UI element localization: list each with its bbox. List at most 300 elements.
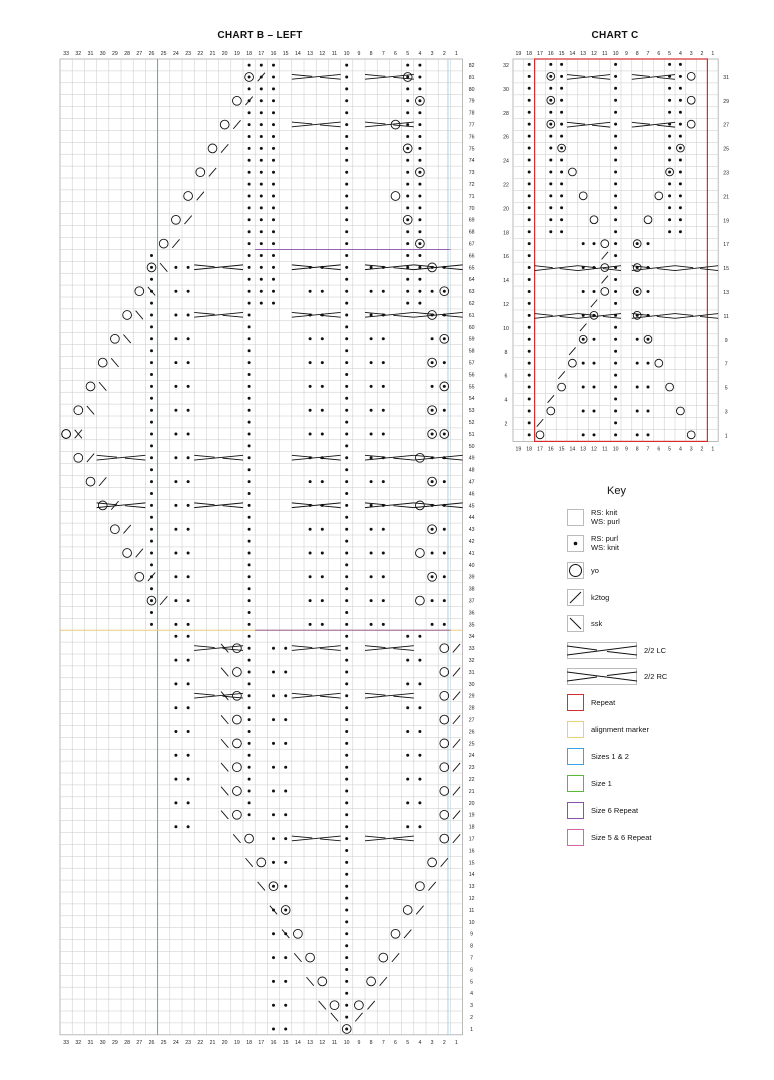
purl-dot bbox=[528, 338, 531, 341]
purl-dot bbox=[614, 123, 617, 126]
cable-right-icon bbox=[567, 668, 637, 685]
purl-dot bbox=[309, 528, 312, 531]
purl-dot bbox=[150, 456, 153, 459]
purl-dot bbox=[418, 99, 421, 102]
purl-dot bbox=[345, 790, 348, 793]
purl-dot bbox=[382, 433, 385, 436]
purl-dot bbox=[679, 87, 682, 90]
purl-dot bbox=[272, 147, 275, 150]
row-label: 50 bbox=[468, 443, 475, 450]
purl-dot bbox=[549, 230, 552, 233]
purl-dot bbox=[614, 170, 617, 173]
key-item bbox=[567, 721, 649, 738]
row-label: 17 bbox=[468, 836, 475, 843]
row-label: 31 bbox=[468, 669, 475, 676]
col-label-bottom: 18 bbox=[246, 1039, 252, 1046]
purl-dot bbox=[549, 75, 552, 78]
row-label-left: 14 bbox=[503, 278, 509, 285]
purl-dot bbox=[248, 76, 251, 79]
purl-dot bbox=[345, 195, 348, 198]
purl-dot bbox=[582, 242, 585, 245]
purl-dot bbox=[593, 362, 596, 365]
purl-dot bbox=[248, 706, 251, 709]
purl-dot bbox=[549, 206, 552, 209]
purl-dot bbox=[614, 362, 617, 365]
row-label-right: 5 bbox=[724, 385, 728, 392]
key-item-label: k2tog bbox=[591, 592, 610, 602]
purl-dot bbox=[418, 254, 421, 257]
key-item bbox=[567, 642, 666, 659]
purl-dot bbox=[260, 206, 263, 209]
purl-dot bbox=[345, 135, 348, 138]
purl-dot bbox=[528, 99, 531, 102]
purl-dot bbox=[174, 623, 177, 626]
purl-dot bbox=[248, 468, 251, 471]
purl-dot bbox=[174, 801, 177, 804]
row-label-left: 30 bbox=[503, 86, 509, 93]
col-label-top: 13 bbox=[580, 51, 587, 57]
purl-dot bbox=[636, 338, 639, 341]
purl-dot bbox=[345, 76, 348, 79]
purl-dot bbox=[668, 135, 671, 138]
purl-dot bbox=[248, 325, 251, 328]
purl-dot bbox=[345, 242, 348, 245]
row-label: 78 bbox=[468, 110, 475, 117]
purl-dot bbox=[187, 599, 190, 602]
purl-dot bbox=[248, 754, 251, 757]
purl-dot bbox=[370, 528, 373, 531]
purl-dot bbox=[431, 599, 434, 602]
purl-dot bbox=[370, 409, 373, 412]
purl-dot bbox=[418, 730, 421, 733]
purl-dot bbox=[321, 599, 324, 602]
row-label: 18 bbox=[468, 824, 475, 831]
key-item-label: 2/2 LC bbox=[644, 645, 667, 655]
purl-dot bbox=[260, 266, 263, 269]
row-label: 35 bbox=[468, 622, 475, 629]
row-label: 47 bbox=[468, 479, 475, 486]
purl-dot bbox=[187, 635, 190, 638]
col-label-bottom: 14 bbox=[295, 1039, 301, 1046]
purl-dot bbox=[272, 206, 275, 209]
purl-dot bbox=[248, 135, 251, 138]
row-label-right: 1 bbox=[724, 433, 728, 440]
purl-dot bbox=[582, 338, 585, 341]
col-label-top: 12 bbox=[319, 51, 326, 57]
row-label: 46 bbox=[468, 491, 475, 498]
col-label-top: 24 bbox=[173, 51, 179, 57]
purl-dot bbox=[345, 206, 348, 209]
row-label-left: 4 bbox=[504, 397, 508, 404]
purl-dot bbox=[406, 76, 409, 79]
col-label-bottom: 2 bbox=[442, 1039, 446, 1046]
purl-dot bbox=[549, 63, 552, 66]
row-label: 2 bbox=[470, 1014, 474, 1021]
col-label-top: 11 bbox=[331, 51, 338, 57]
purl-dot bbox=[272, 837, 275, 840]
purl-dot bbox=[431, 575, 434, 578]
purl-dot bbox=[150, 480, 153, 483]
col-label-bottom: 12 bbox=[591, 446, 597, 453]
purl-dot bbox=[174, 314, 177, 317]
row-label: 56 bbox=[468, 372, 475, 379]
purl-dot bbox=[679, 123, 682, 126]
purl-dot bbox=[345, 540, 348, 543]
purl-dot bbox=[248, 456, 251, 459]
col-label-top: 4 bbox=[678, 51, 682, 57]
purl-dot bbox=[418, 706, 421, 709]
purl-dot bbox=[345, 444, 348, 447]
purl-dot bbox=[345, 349, 348, 352]
row-label: 14 bbox=[468, 872, 475, 879]
purl-dot bbox=[647, 242, 650, 245]
key-item-label: Sizes 1 & 2 bbox=[591, 751, 629, 761]
chart-c-title: CHART C bbox=[591, 30, 639, 41]
purl-dot bbox=[272, 111, 275, 114]
col-label-bottom: 24 bbox=[173, 1039, 179, 1046]
col-label-bottom: 32 bbox=[75, 1039, 82, 1046]
purl-dot bbox=[260, 135, 263, 138]
purl-dot bbox=[272, 694, 275, 697]
purl-dot bbox=[370, 361, 373, 364]
row-label: 82 bbox=[468, 62, 475, 69]
purl-dot bbox=[560, 230, 563, 233]
purl-dot bbox=[528, 374, 531, 377]
purl-dot bbox=[528, 409, 531, 412]
purl-dot bbox=[272, 99, 275, 102]
purl-dot bbox=[345, 932, 348, 935]
col-label-bottom: 13 bbox=[307, 1039, 313, 1046]
row-label-right: 31 bbox=[723, 74, 730, 81]
purl-dot bbox=[187, 730, 190, 733]
row-label: 32 bbox=[468, 657, 475, 664]
purl-dot bbox=[406, 801, 409, 804]
purl-dot bbox=[248, 552, 251, 555]
purl-dot bbox=[679, 111, 682, 114]
col-label-top: 13 bbox=[307, 51, 313, 57]
purl-dot bbox=[345, 754, 348, 757]
purl-dot bbox=[593, 386, 596, 389]
row-label-right: 11 bbox=[723, 313, 729, 320]
purl-dot bbox=[345, 218, 348, 221]
purl-dot bbox=[272, 742, 275, 745]
purl-dot bbox=[284, 671, 287, 674]
purl-dot bbox=[345, 397, 348, 400]
purl-dot bbox=[248, 516, 251, 519]
purl-dot bbox=[549, 123, 552, 126]
purl-dot bbox=[549, 182, 552, 185]
purl-dot bbox=[614, 218, 617, 221]
col-label-top: 9 bbox=[624, 51, 628, 57]
purl-dot bbox=[321, 409, 324, 412]
purl-dot bbox=[528, 254, 531, 257]
purl-dot bbox=[614, 409, 617, 412]
purl-dot bbox=[248, 671, 251, 674]
row-label: 9 bbox=[470, 931, 474, 938]
row-label-right: 3 bbox=[724, 409, 728, 416]
purl-dot bbox=[248, 159, 251, 162]
purl-dot bbox=[260, 64, 263, 67]
purl-dot bbox=[248, 647, 251, 650]
purl-dot bbox=[668, 159, 671, 162]
row-label: 10 bbox=[468, 919, 475, 926]
row-label: 1 bbox=[470, 1026, 474, 1033]
purl-dot bbox=[614, 242, 617, 245]
row-label-right: 9 bbox=[724, 337, 728, 344]
purl-dot bbox=[150, 587, 153, 590]
purl-dot bbox=[560, 123, 563, 126]
purl-dot bbox=[345, 64, 348, 67]
col-label-top: 33 bbox=[63, 51, 69, 57]
purl-dot bbox=[272, 718, 275, 721]
col-label-top: 16 bbox=[270, 51, 277, 57]
purl-dot bbox=[284, 956, 287, 959]
purl-dot bbox=[528, 87, 531, 90]
col-label-top: 17 bbox=[537, 51, 543, 57]
purl-dot bbox=[668, 147, 671, 150]
purl-dot bbox=[345, 516, 348, 519]
purl-dot bbox=[272, 195, 275, 198]
cable-left-icon bbox=[567, 642, 637, 659]
row-label: 19 bbox=[468, 812, 475, 819]
purl-dot bbox=[431, 480, 434, 483]
purl-dot bbox=[187, 659, 190, 662]
purl-dot bbox=[174, 635, 177, 638]
purl-dot bbox=[150, 349, 153, 352]
purl-dot bbox=[321, 361, 324, 364]
row-label-right: 7 bbox=[724, 361, 728, 368]
purl-dot bbox=[418, 278, 421, 281]
purl-dot bbox=[260, 99, 263, 102]
purl-dot bbox=[345, 492, 348, 495]
purl-dot bbox=[321, 552, 324, 555]
col-label-bottom: 15 bbox=[282, 1039, 289, 1046]
row-label: 49 bbox=[468, 455, 475, 462]
row-label-left: 26 bbox=[503, 134, 509, 141]
purl-dot bbox=[406, 242, 409, 245]
purl-dot bbox=[679, 182, 682, 185]
purl-dot bbox=[272, 932, 275, 935]
col-label-bottom: 4 bbox=[418, 1039, 422, 1046]
purl-dot bbox=[418, 218, 421, 221]
purl-dot bbox=[528, 111, 531, 114]
chart-c-cells bbox=[503, 51, 729, 452]
purl-dot bbox=[260, 218, 263, 221]
purl-dot bbox=[248, 337, 251, 340]
purl-dot bbox=[443, 409, 446, 412]
purl-dot bbox=[248, 385, 251, 388]
purl-dot bbox=[174, 385, 177, 388]
purl-dot bbox=[406, 135, 409, 138]
purl-dot bbox=[150, 433, 153, 436]
purl-dot bbox=[345, 647, 348, 650]
purl-dot bbox=[549, 87, 552, 90]
purl-dot bbox=[418, 64, 421, 67]
purl-dot bbox=[248, 242, 251, 245]
col-label-top: 2 bbox=[442, 51, 446, 57]
purl-dot bbox=[679, 218, 682, 221]
col-label-bottom: 6 bbox=[657, 446, 661, 453]
col-label-top: 8 bbox=[635, 51, 639, 57]
purl-dot bbox=[309, 552, 312, 555]
purl-dot bbox=[549, 135, 552, 138]
row-label: 43 bbox=[468, 527, 475, 534]
purl-dot bbox=[528, 433, 531, 436]
purl-dot bbox=[528, 278, 531, 281]
row-label-right: 13 bbox=[723, 290, 730, 297]
purl-dot bbox=[431, 290, 434, 293]
purl-dot bbox=[443, 599, 446, 602]
purl-dot bbox=[284, 909, 287, 912]
row-label: 67 bbox=[468, 241, 475, 248]
purl-dot bbox=[370, 456, 373, 459]
purl-dot bbox=[150, 361, 153, 364]
row-label: 60 bbox=[468, 324, 475, 331]
purl-dot bbox=[560, 218, 563, 221]
row-label-left: 18 bbox=[503, 230, 509, 237]
purl-dot bbox=[284, 837, 287, 840]
purl-dot bbox=[345, 302, 348, 305]
col-label-bottom: 1 bbox=[455, 1039, 458, 1046]
purl-dot bbox=[150, 599, 153, 602]
purl-dot bbox=[248, 575, 251, 578]
purl-dot bbox=[150, 421, 153, 424]
purl-dot bbox=[150, 409, 153, 412]
purl-dot bbox=[370, 504, 373, 507]
purl-dot bbox=[345, 480, 348, 483]
purl-dot bbox=[636, 409, 639, 412]
col-label-bottom: 26 bbox=[148, 1039, 155, 1046]
row-label: 76 bbox=[468, 134, 475, 141]
purl-dot bbox=[272, 242, 275, 245]
purl-dot bbox=[370, 433, 373, 436]
row-label-left: 32 bbox=[503, 62, 509, 69]
purl-dot bbox=[345, 730, 348, 733]
purl-dot bbox=[309, 409, 312, 412]
row-label: 44 bbox=[468, 515, 475, 522]
purl-dot bbox=[345, 706, 348, 709]
purl-dot bbox=[174, 659, 177, 662]
purl-dot bbox=[345, 801, 348, 804]
purl-dot bbox=[406, 254, 409, 257]
key-item bbox=[567, 748, 629, 765]
col-label-bottom: 6 bbox=[394, 1039, 397, 1046]
purl-dot bbox=[418, 682, 421, 685]
purl-dot bbox=[150, 492, 153, 495]
purl-dot bbox=[418, 635, 421, 638]
purl-dot bbox=[418, 754, 421, 757]
purl-dot bbox=[431, 623, 434, 626]
purl-dot bbox=[272, 135, 275, 138]
row-label: 21 bbox=[468, 788, 475, 795]
purl-dot bbox=[174, 361, 177, 364]
purl-dot bbox=[370, 337, 373, 340]
col-label-top: 19 bbox=[234, 51, 240, 57]
purl-dot bbox=[150, 516, 153, 519]
purl-dot bbox=[370, 290, 373, 293]
purl-dot bbox=[528, 302, 531, 305]
row-label: 28 bbox=[468, 705, 475, 712]
col-label-top: 14 bbox=[295, 51, 301, 57]
purl-dot bbox=[248, 444, 251, 447]
purl-dot bbox=[345, 897, 348, 900]
purl-dot bbox=[431, 433, 434, 436]
purl-dot bbox=[345, 456, 348, 459]
purl-dot bbox=[248, 230, 251, 233]
purl-dot bbox=[272, 230, 275, 233]
col-label-bottom: 31 bbox=[87, 1039, 94, 1046]
purl-dot bbox=[345, 373, 348, 376]
purl-dot bbox=[614, 302, 617, 305]
purl-dot bbox=[418, 290, 421, 293]
purl-dot bbox=[549, 99, 552, 102]
purl-dot bbox=[345, 992, 348, 995]
col-label-bottom: 13 bbox=[580, 446, 587, 453]
col-label-bottom: 15 bbox=[558, 446, 565, 453]
purl-dot bbox=[345, 920, 348, 923]
purl-dot bbox=[614, 326, 617, 329]
row-label: 24 bbox=[468, 753, 475, 760]
purl-dot bbox=[406, 659, 409, 662]
purl-dot bbox=[248, 682, 251, 685]
row-label: 48 bbox=[468, 467, 475, 474]
purl-dot bbox=[248, 314, 251, 317]
purl-dot bbox=[560, 182, 563, 185]
purl-dot bbox=[614, 278, 617, 281]
purl-dot bbox=[272, 766, 275, 769]
purl-dot bbox=[406, 183, 409, 186]
purl-dot bbox=[345, 325, 348, 328]
col-label-bottom: 11 bbox=[602, 446, 608, 453]
purl-dot bbox=[284, 980, 287, 983]
purl-dot bbox=[248, 778, 251, 781]
purl-dot bbox=[248, 421, 251, 424]
chart-b-cells bbox=[60, 51, 475, 1046]
purl-dot bbox=[150, 563, 153, 566]
purl-dot bbox=[406, 123, 409, 126]
col-label-bottom: 3 bbox=[689, 446, 693, 453]
purl-dot bbox=[418, 242, 421, 245]
purl-dot bbox=[248, 813, 251, 816]
key-item bbox=[567, 668, 667, 685]
purl-dot bbox=[382, 575, 385, 578]
purl-dot bbox=[345, 837, 348, 840]
purl-dot bbox=[321, 385, 324, 388]
purl-dot bbox=[668, 87, 671, 90]
purl-dot bbox=[647, 290, 650, 293]
purl-dot bbox=[560, 75, 563, 78]
purl-dot bbox=[443, 433, 446, 436]
row-label: 20 bbox=[468, 800, 475, 807]
purl-dot bbox=[248, 302, 251, 305]
row-label: 45 bbox=[468, 503, 475, 510]
row-label: 65 bbox=[468, 265, 475, 272]
purl-dot bbox=[248, 195, 251, 198]
purl-dot bbox=[582, 433, 585, 436]
col-label-top: 32 bbox=[75, 51, 82, 57]
col-label-bottom: 10 bbox=[612, 446, 619, 453]
purl-dot bbox=[528, 242, 531, 245]
purl-dot bbox=[560, 170, 563, 173]
purl-dot bbox=[528, 218, 531, 221]
purl-dot bbox=[284, 647, 287, 650]
row-label: 72 bbox=[468, 181, 475, 188]
purl-dot bbox=[248, 480, 251, 483]
purl-dot bbox=[406, 278, 409, 281]
col-label-bottom: 7 bbox=[381, 1039, 385, 1046]
purl-dot bbox=[614, 182, 617, 185]
row-label: 74 bbox=[468, 158, 475, 165]
